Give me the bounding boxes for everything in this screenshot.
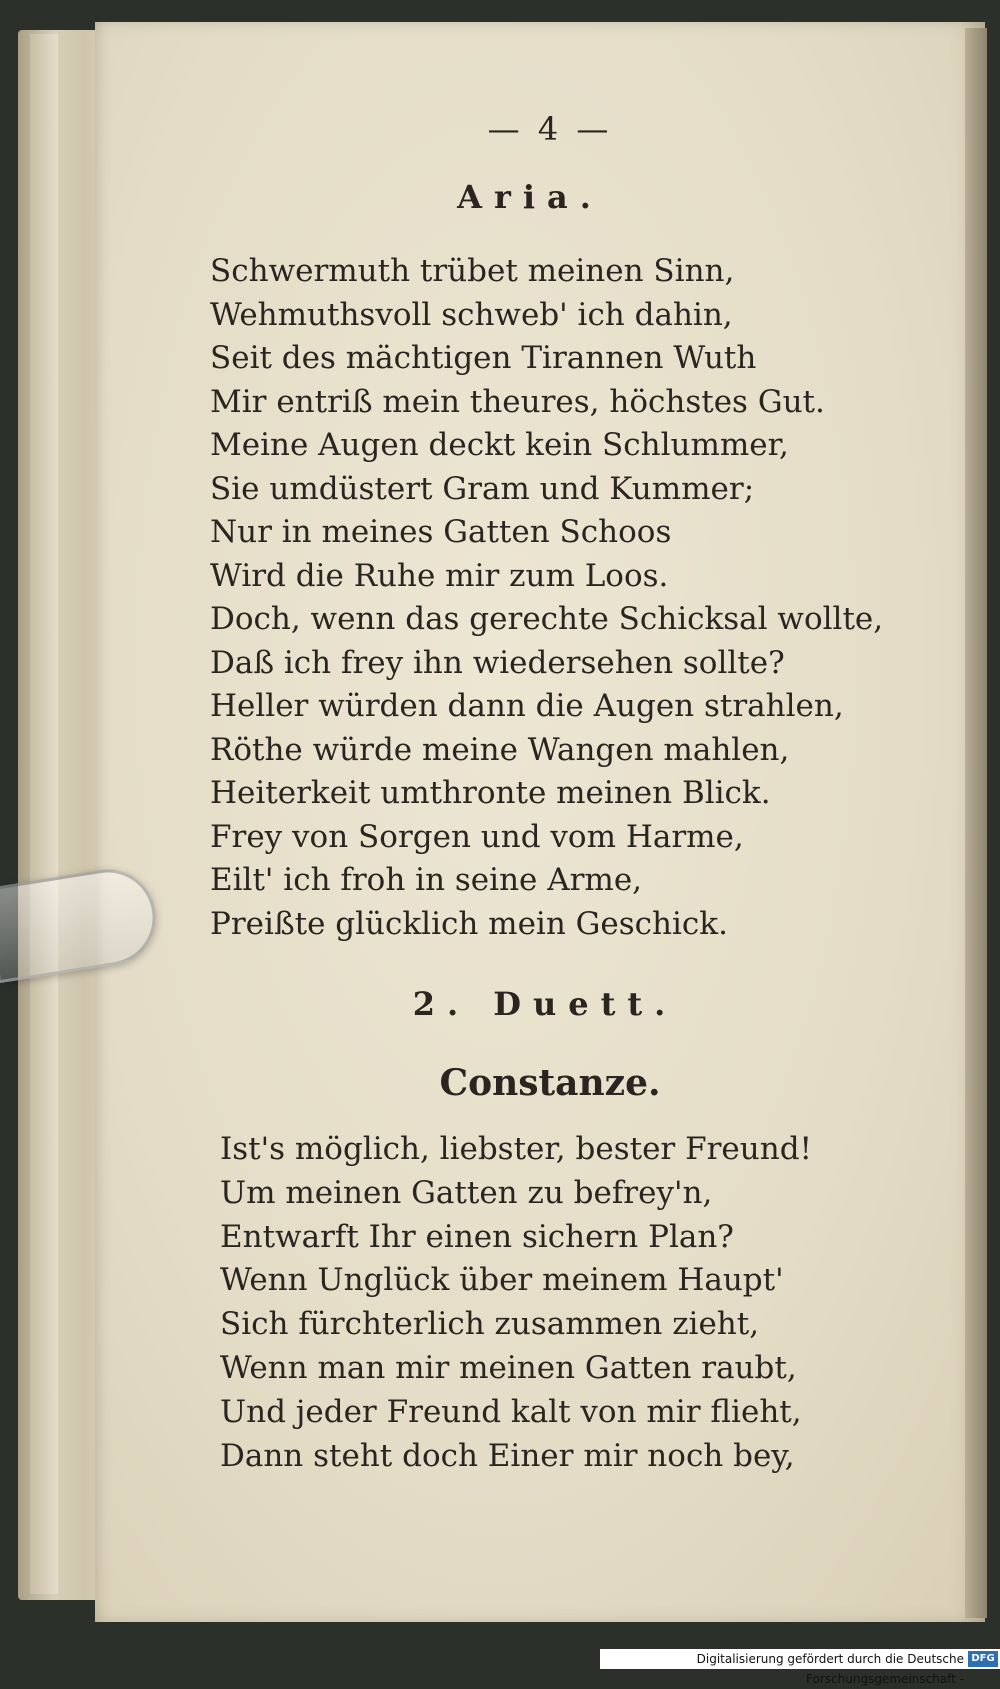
verse-line: Wenn man mir meinen Gatten raubt, [220,1349,797,1386]
verse-line: Mir entriß mein theures, höchstes Gut. [210,383,825,420]
verse-line: Wird die Ruhe mir zum Loos. [210,557,669,594]
dfg-logo: DFG [968,1651,998,1667]
verse-line: Und jeder Freund kalt von mir flieht, [220,1393,802,1430]
verse-line: Sich fürchterlich zusammen zieht, [220,1306,760,1343]
verse-line: Heiterkeit umthronte meinen Blick. [210,775,771,811]
verse-line: Preißte glücklich mein Geschick. [210,905,728,942]
digitization-credit: Digitalisierung gefördert durch die Deutsche Forschungsgemeinschaft - [600,1649,1000,1669]
verse-line: Heller würden dann die Augen strahlen, [210,688,844,724]
verse-line: Eilt' ich froh in seine Arme, [210,862,643,898]
verse-line: Frey von Sorgen und vom Harme, [210,818,744,855]
verse-line: Dann steht doch Einer mir noch bey, [220,1437,795,1474]
verse-line: Um meinen Gatten zu befrey'n, [220,1174,713,1211]
verse-line: Sie umdüstert Gram und Kummer; [210,470,755,507]
duett-verse [220,1128,812,1478]
verse-line: Schwermuth trübet meinen Sinn, [210,253,735,289]
verse-line: Röthe würde meine Wangen mahlen, [210,731,790,768]
verse-line: Seit des mächtigen Tirannen Wuth [210,340,757,376]
aria-heading: Aria. [457,178,603,216]
verse-line: Entwarft Ihr einen sichern Plan? [220,1218,734,1255]
aria-verse [210,250,883,946]
verse-line: Ist's möglich, liebster, bester Freund! [220,1131,812,1167]
verse-line: Daß ich frey ihn wiedersehen sollte? [210,644,785,681]
verse-line: Wehmuthsvoll schweb' ich dahin, [210,296,733,333]
verse-line: Nur in meines Gatten Schoos [210,514,672,550]
verse-line: Wenn Unglück über meinem Haupt' [220,1262,784,1299]
speaker-name: Constanze. [439,1062,661,1104]
duett-heading: 2. Duett. [412,985,678,1023]
verse-line: Doch, wenn das gerechte Schicksal wollte, [210,601,884,637]
page-number: — 4 — [487,110,613,148]
verse-line: Meine Augen deckt kein Schlummer, [210,427,789,463]
